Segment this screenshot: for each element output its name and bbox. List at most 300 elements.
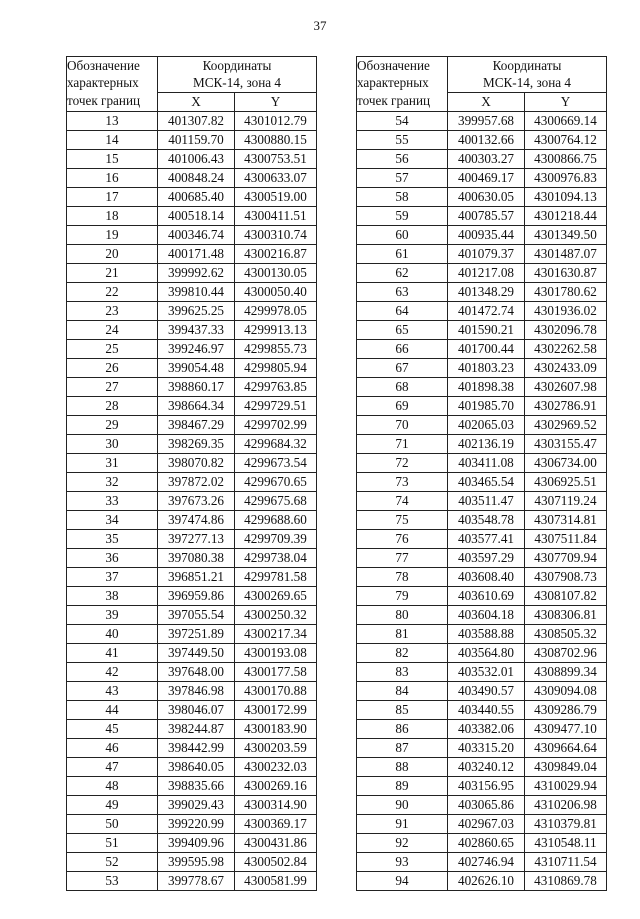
table-row — [357, 700, 607, 719]
point-number-cell: 22 — [67, 282, 158, 301]
table-row — [357, 757, 607, 776]
y-coordinate-cell: 4307314.81 — [525, 510, 607, 529]
table-row — [357, 529, 607, 548]
y-coordinate-cell: 4300170.88 — [235, 681, 317, 700]
point-number-cell: 46 — [67, 738, 158, 757]
x-coordinate-cell: 403315.20 — [448, 738, 525, 757]
point-number-cell: 89 — [357, 776, 448, 795]
table-row — [67, 586, 317, 605]
point-number-cell: 84 — [357, 681, 448, 700]
point-number-cell: 33 — [67, 491, 158, 510]
x-coordinate-cell: 397449.50 — [158, 643, 235, 662]
x-coordinate-cell: 402065.03 — [448, 415, 525, 434]
coordinates-body-right — [357, 111, 607, 890]
point-number-cell: 37 — [67, 567, 158, 586]
y-coordinate-cell: 4310206.98 — [525, 795, 607, 814]
y-coordinate-cell: 4301094.13 — [525, 187, 607, 206]
table-row — [67, 738, 317, 757]
x-coordinate-cell: 398070.82 — [158, 453, 235, 472]
point-number-cell: 47 — [67, 757, 158, 776]
table-row — [357, 871, 607, 890]
y-column-header: Y — [525, 92, 607, 111]
x-coordinate-cell: 398860.17 — [158, 377, 235, 396]
point-number-cell: 87 — [357, 738, 448, 757]
table-row — [67, 187, 317, 206]
x-coordinate-cell: 401079.37 — [448, 244, 525, 263]
point-designation-header — [357, 57, 448, 112]
x-coordinate-cell: 403577.41 — [448, 529, 525, 548]
x-coordinate-cell: 402967.03 — [448, 814, 525, 833]
table-row — [357, 415, 607, 434]
table-row — [357, 814, 607, 833]
coordinates-table-left — [66, 56, 317, 891]
table-row — [67, 624, 317, 643]
point-number-cell: 24 — [67, 320, 158, 339]
point-number-cell: 70 — [357, 415, 448, 434]
y-coordinate-cell: 4300411.51 — [235, 206, 317, 225]
point-number-cell: 54 — [357, 111, 448, 130]
x-coordinate-cell: 400303.27 — [448, 149, 525, 168]
x-coordinate-cell: 399246.97 — [158, 339, 235, 358]
table-row — [67, 320, 317, 339]
table-row — [357, 833, 607, 852]
point-number-cell: 31 — [67, 453, 158, 472]
y-coordinate-cell: 4307119.24 — [525, 491, 607, 510]
y-coordinate-cell: 4309286.79 — [525, 700, 607, 719]
point-number-cell: 42 — [67, 662, 158, 681]
header-line: характерных — [67, 75, 139, 91]
y-coordinate-cell: 4299978.05 — [235, 301, 317, 320]
y-coordinate-cell: 4309849.04 — [525, 757, 607, 776]
table-row — [357, 168, 607, 187]
x-coordinate-cell: 400785.57 — [448, 206, 525, 225]
x-coordinate-cell: 401159.70 — [158, 130, 235, 149]
table-row — [67, 510, 317, 529]
y-coordinate-cell: 4308899.34 — [525, 662, 607, 681]
point-designation-header — [67, 57, 158, 112]
table-row — [67, 605, 317, 624]
table-row — [357, 776, 607, 795]
table-row — [357, 643, 607, 662]
x-coordinate-cell: 398835.66 — [158, 776, 235, 795]
y-coordinate-cell: 4310869.78 — [525, 871, 607, 890]
y-coordinate-cell: 4308107.82 — [525, 586, 607, 605]
y-coordinate-cell: 4299729.51 — [235, 396, 317, 415]
table-row — [357, 282, 607, 301]
point-number-cell: 68 — [357, 377, 448, 396]
table-row — [357, 358, 607, 377]
y-coordinate-cell: 4307709.94 — [525, 548, 607, 567]
y-coordinate-cell: 4310379.81 — [525, 814, 607, 833]
x-coordinate-cell: 399957.68 — [448, 111, 525, 130]
point-number-cell: 92 — [357, 833, 448, 852]
point-number-cell: 77 — [357, 548, 448, 567]
x-coordinate-cell: 403382.06 — [448, 719, 525, 738]
table-row — [357, 111, 607, 130]
y-coordinate-cell: 4300753.51 — [235, 149, 317, 168]
x-coordinate-cell: 400685.40 — [158, 187, 235, 206]
table-row — [67, 833, 317, 852]
x-coordinate-cell: 401985.70 — [448, 396, 525, 415]
point-number-cell: 18 — [67, 206, 158, 225]
table-row — [67, 719, 317, 738]
y-coordinate-cell: 4309664.64 — [525, 738, 607, 757]
y-coordinate-cell: 4301630.87 — [525, 263, 607, 282]
table-row — [67, 795, 317, 814]
point-number-cell: 82 — [357, 643, 448, 662]
x-coordinate-cell: 398244.87 — [158, 719, 235, 738]
point-number-cell: 15 — [67, 149, 158, 168]
point-number-cell: 88 — [357, 757, 448, 776]
table-row — [67, 339, 317, 358]
y-coordinate-cell: 4300269.65 — [235, 586, 317, 605]
coordinates-header — [158, 57, 317, 93]
point-number-cell: 28 — [67, 396, 158, 415]
table-row — [67, 643, 317, 662]
table-row — [67, 415, 317, 434]
point-number-cell: 69 — [357, 396, 448, 415]
point-number-cell: 64 — [357, 301, 448, 320]
x-coordinate-cell: 401348.29 — [448, 282, 525, 301]
table-row — [67, 130, 317, 149]
point-number-cell: 90 — [357, 795, 448, 814]
point-number-cell: 43 — [67, 681, 158, 700]
point-number-cell: 51 — [67, 833, 158, 852]
x-coordinate-cell: 402746.94 — [448, 852, 525, 871]
table-row — [67, 434, 317, 453]
table-row — [357, 130, 607, 149]
point-number-cell: 71 — [357, 434, 448, 453]
point-number-cell: 83 — [357, 662, 448, 681]
x-coordinate-cell: 401803.23 — [448, 358, 525, 377]
point-number-cell: 72 — [357, 453, 448, 472]
y-coordinate-cell: 4302969.52 — [525, 415, 607, 434]
y-coordinate-cell: 4300669.14 — [525, 111, 607, 130]
table-row — [357, 510, 607, 529]
x-coordinate-cell: 398442.99 — [158, 738, 235, 757]
y-coordinate-cell: 4301487.07 — [525, 244, 607, 263]
table-row — [67, 567, 317, 586]
x-coordinate-cell: 400171.48 — [158, 244, 235, 263]
x-coordinate-cell: 403490.57 — [448, 681, 525, 700]
y-coordinate-cell: 4300502.84 — [235, 852, 317, 871]
x-coordinate-cell: 403548.78 — [448, 510, 525, 529]
table-row — [357, 795, 607, 814]
point-number-cell: 25 — [67, 339, 158, 358]
table-row — [67, 301, 317, 320]
y-coordinate-cell: 4309477.10 — [525, 719, 607, 738]
table-row — [357, 187, 607, 206]
y-coordinate-cell: 4300050.40 — [235, 282, 317, 301]
point-number-cell: 93 — [357, 852, 448, 871]
y-coordinate-cell: 4300130.05 — [235, 263, 317, 282]
x-coordinate-cell: 396851.21 — [158, 567, 235, 586]
y-coordinate-cell: 4301780.62 — [525, 282, 607, 301]
table-row — [357, 301, 607, 320]
coordinates-body-left — [67, 111, 317, 890]
x-coordinate-cell: 399778.67 — [158, 871, 235, 890]
table-row — [67, 377, 317, 396]
table-row — [357, 472, 607, 491]
header-line: МСК-14, зона 4 — [482, 75, 572, 91]
x-coordinate-cell: 403240.12 — [448, 757, 525, 776]
point-number-cell: 50 — [67, 814, 158, 833]
x-coordinate-cell: 400630.05 — [448, 187, 525, 206]
point-number-cell: 49 — [67, 795, 158, 814]
x-coordinate-cell: 401898.38 — [448, 377, 525, 396]
table-row — [67, 700, 317, 719]
x-coordinate-cell: 399437.33 — [158, 320, 235, 339]
x-coordinate-cell: 399625.25 — [158, 301, 235, 320]
point-number-cell: 53 — [67, 871, 158, 890]
y-coordinate-cell: 4300976.83 — [525, 168, 607, 187]
point-number-cell: 56 — [357, 149, 448, 168]
header-line: Обозначение — [357, 58, 430, 73]
point-number-cell: 32 — [67, 472, 158, 491]
table-row — [67, 225, 317, 244]
table-row — [357, 548, 607, 567]
point-number-cell: 21 — [67, 263, 158, 282]
table-row — [67, 111, 317, 130]
y-coordinate-cell: 4300193.08 — [235, 643, 317, 662]
table-row — [67, 871, 317, 890]
table-row — [357, 662, 607, 681]
point-number-cell: 66 — [357, 339, 448, 358]
x-coordinate-cell: 400346.74 — [158, 225, 235, 244]
point-number-cell: 16 — [67, 168, 158, 187]
x-coordinate-cell: 400518.14 — [158, 206, 235, 225]
x-coordinate-cell: 403604.18 — [448, 605, 525, 624]
x-coordinate-cell: 399409.96 — [158, 833, 235, 852]
point-number-cell: 85 — [357, 700, 448, 719]
header-line: Координаты — [492, 58, 562, 73]
y-coordinate-cell: 4300177.58 — [235, 662, 317, 681]
point-number-cell: 45 — [67, 719, 158, 738]
y-coordinate-cell: 4300369.17 — [235, 814, 317, 833]
y-coordinate-cell: 4299763.85 — [235, 377, 317, 396]
table-row — [357, 605, 607, 624]
x-coordinate-cell: 397251.89 — [158, 624, 235, 643]
table-row — [357, 586, 607, 605]
y-coordinate-cell: 4302262.58 — [525, 339, 607, 358]
point-number-cell: 20 — [67, 244, 158, 263]
point-number-cell: 41 — [67, 643, 158, 662]
x-coordinate-cell: 397055.54 — [158, 605, 235, 624]
point-number-cell: 57 — [357, 168, 448, 187]
coordinates-header — [448, 57, 607, 93]
table-row — [67, 529, 317, 548]
y-coordinate-cell: 4306734.00 — [525, 453, 607, 472]
point-number-cell: 27 — [67, 377, 158, 396]
x-coordinate-cell: 403065.86 — [448, 795, 525, 814]
y-coordinate-cell: 4299913.13 — [235, 320, 317, 339]
point-number-cell: 13 — [67, 111, 158, 130]
point-number-cell: 26 — [67, 358, 158, 377]
y-coordinate-cell: 4299781.58 — [235, 567, 317, 586]
x-coordinate-cell: 403597.29 — [448, 548, 525, 567]
point-number-cell: 81 — [357, 624, 448, 643]
table-row — [357, 225, 607, 244]
table-row — [67, 757, 317, 776]
x-coordinate-cell: 400935.44 — [448, 225, 525, 244]
y-coordinate-cell: 4299688.60 — [235, 510, 317, 529]
y-coordinate-cell: 4310029.94 — [525, 776, 607, 795]
point-number-cell: 91 — [357, 814, 448, 833]
y-coordinate-cell: 4300519.00 — [235, 187, 317, 206]
point-number-cell: 75 — [357, 510, 448, 529]
point-number-cell: 35 — [67, 529, 158, 548]
point-number-cell: 29 — [67, 415, 158, 434]
x-coordinate-cell: 397846.98 — [158, 681, 235, 700]
y-coordinate-cell: 4300216.87 — [235, 244, 317, 263]
table-row — [357, 244, 607, 263]
x-coordinate-cell: 402136.19 — [448, 434, 525, 453]
point-number-cell: 19 — [67, 225, 158, 244]
point-number-cell: 78 — [357, 567, 448, 586]
x-coordinate-cell: 397648.00 — [158, 662, 235, 681]
point-number-cell: 63 — [357, 282, 448, 301]
header-line: точек границ — [357, 92, 431, 108]
y-coordinate-cell: 4301936.02 — [525, 301, 607, 320]
y-coordinate-cell: 4299673.54 — [235, 453, 317, 472]
point-number-cell: 67 — [357, 358, 448, 377]
x-coordinate-cell: 401590.21 — [448, 320, 525, 339]
table-row — [357, 396, 607, 415]
y-coordinate-cell: 4307908.73 — [525, 567, 607, 586]
table-row — [67, 358, 317, 377]
y-coordinate-cell: 4300633.07 — [235, 168, 317, 187]
header-line: МСК-14, зона 4 — [192, 75, 282, 91]
point-number-cell: 44 — [67, 700, 158, 719]
x-coordinate-cell: 396959.86 — [158, 586, 235, 605]
table-row — [357, 149, 607, 168]
x-coordinate-cell: 397474.86 — [158, 510, 235, 529]
x-coordinate-cell: 403440.55 — [448, 700, 525, 719]
y-coordinate-cell: 4299702.99 — [235, 415, 317, 434]
table-row — [67, 206, 317, 225]
y-coordinate-cell: 4301218.44 — [525, 206, 607, 225]
table-row — [357, 681, 607, 700]
point-number-cell: 60 — [357, 225, 448, 244]
x-coordinate-cell: 397277.13 — [158, 529, 235, 548]
table-row — [357, 719, 607, 738]
x-column-header: X — [158, 92, 235, 111]
header-line: Координаты — [202, 58, 272, 73]
y-coordinate-cell: 4300183.90 — [235, 719, 317, 738]
y-coordinate-cell: 4300581.99 — [235, 871, 317, 890]
x-coordinate-cell: 403411.08 — [448, 453, 525, 472]
table-row — [67, 282, 317, 301]
y-coordinate-cell: 4300431.86 — [235, 833, 317, 852]
y-coordinate-cell: 4307511.84 — [525, 529, 607, 548]
x-coordinate-cell: 401006.43 — [158, 149, 235, 168]
x-column-header: X — [448, 92, 525, 111]
y-coordinate-cell: 4301012.79 — [235, 111, 317, 130]
y-coordinate-cell: 4299805.94 — [235, 358, 317, 377]
point-number-cell: 79 — [357, 586, 448, 605]
point-number-cell: 59 — [357, 206, 448, 225]
x-coordinate-cell: 397673.26 — [158, 491, 235, 510]
table-row — [67, 548, 317, 567]
x-coordinate-cell: 399992.62 — [158, 263, 235, 282]
table-row — [67, 852, 317, 871]
x-coordinate-cell: 398269.35 — [158, 434, 235, 453]
point-number-cell: 65 — [357, 320, 448, 339]
y-coordinate-cell: 4300314.90 — [235, 795, 317, 814]
table-row — [67, 662, 317, 681]
y-coordinate-cell: 4303155.47 — [525, 434, 607, 453]
x-coordinate-cell: 401700.44 — [448, 339, 525, 358]
y-coordinate-cell: 4308306.81 — [525, 605, 607, 624]
y-coordinate-cell: 4306925.51 — [525, 472, 607, 491]
point-number-cell: 74 — [357, 491, 448, 510]
point-number-cell: 38 — [67, 586, 158, 605]
point-number-cell: 34 — [67, 510, 158, 529]
y-coordinate-cell: 4300232.03 — [235, 757, 317, 776]
point-number-cell: 76 — [357, 529, 448, 548]
table-row — [357, 624, 607, 643]
y-coordinate-cell: 4299684.32 — [235, 434, 317, 453]
x-coordinate-cell: 399220.99 — [158, 814, 235, 833]
x-coordinate-cell: 402860.65 — [448, 833, 525, 852]
x-coordinate-cell: 397872.02 — [158, 472, 235, 491]
y-coordinate-cell: 4299670.65 — [235, 472, 317, 491]
header-line: точек границ — [67, 92, 141, 108]
table-row — [67, 776, 317, 795]
point-number-cell: 94 — [357, 871, 448, 890]
x-coordinate-cell: 401217.08 — [448, 263, 525, 282]
x-coordinate-cell: 398467.29 — [158, 415, 235, 434]
y-coordinate-cell: 4302096.78 — [525, 320, 607, 339]
point-number-cell: 23 — [67, 301, 158, 320]
point-number-cell: 48 — [67, 776, 158, 795]
header-line: Обозначение — [67, 58, 140, 73]
x-coordinate-cell: 398046.07 — [158, 700, 235, 719]
table-row — [67, 168, 317, 187]
x-coordinate-cell: 398664.34 — [158, 396, 235, 415]
point-number-cell: 80 — [357, 605, 448, 624]
table-row — [67, 149, 317, 168]
x-coordinate-cell: 398640.05 — [158, 757, 235, 776]
table-row — [357, 453, 607, 472]
y-coordinate-cell: 4309094.08 — [525, 681, 607, 700]
y-coordinate-cell: 4300203.59 — [235, 738, 317, 757]
y-coordinate-cell: 4299709.39 — [235, 529, 317, 548]
table-row — [67, 396, 317, 415]
y-coordinate-cell: 4300866.75 — [525, 149, 607, 168]
table-row — [67, 472, 317, 491]
x-coordinate-cell: 399595.98 — [158, 852, 235, 871]
table-row — [67, 491, 317, 510]
table-row — [357, 263, 607, 282]
x-coordinate-cell: 401472.74 — [448, 301, 525, 320]
point-number-cell: 86 — [357, 719, 448, 738]
coordinates-table-right — [356, 56, 607, 891]
table-row — [357, 738, 607, 757]
page-number: 37 — [313, 18, 327, 33]
point-number-cell: 73 — [357, 472, 448, 491]
y-coordinate-cell: 4302786.91 — [525, 396, 607, 415]
y-coordinate-cell: 4299855.73 — [235, 339, 317, 358]
y-coordinate-cell: 4300250.32 — [235, 605, 317, 624]
y-coordinate-cell: 4300880.15 — [235, 130, 317, 149]
x-coordinate-cell: 402626.10 — [448, 871, 525, 890]
y-coordinate-cell: 4301349.50 — [525, 225, 607, 244]
y-coordinate-cell: 4300172.99 — [235, 700, 317, 719]
x-coordinate-cell: 403532.01 — [448, 662, 525, 681]
x-coordinate-cell: 403465.54 — [448, 472, 525, 491]
point-number-cell: 40 — [67, 624, 158, 643]
